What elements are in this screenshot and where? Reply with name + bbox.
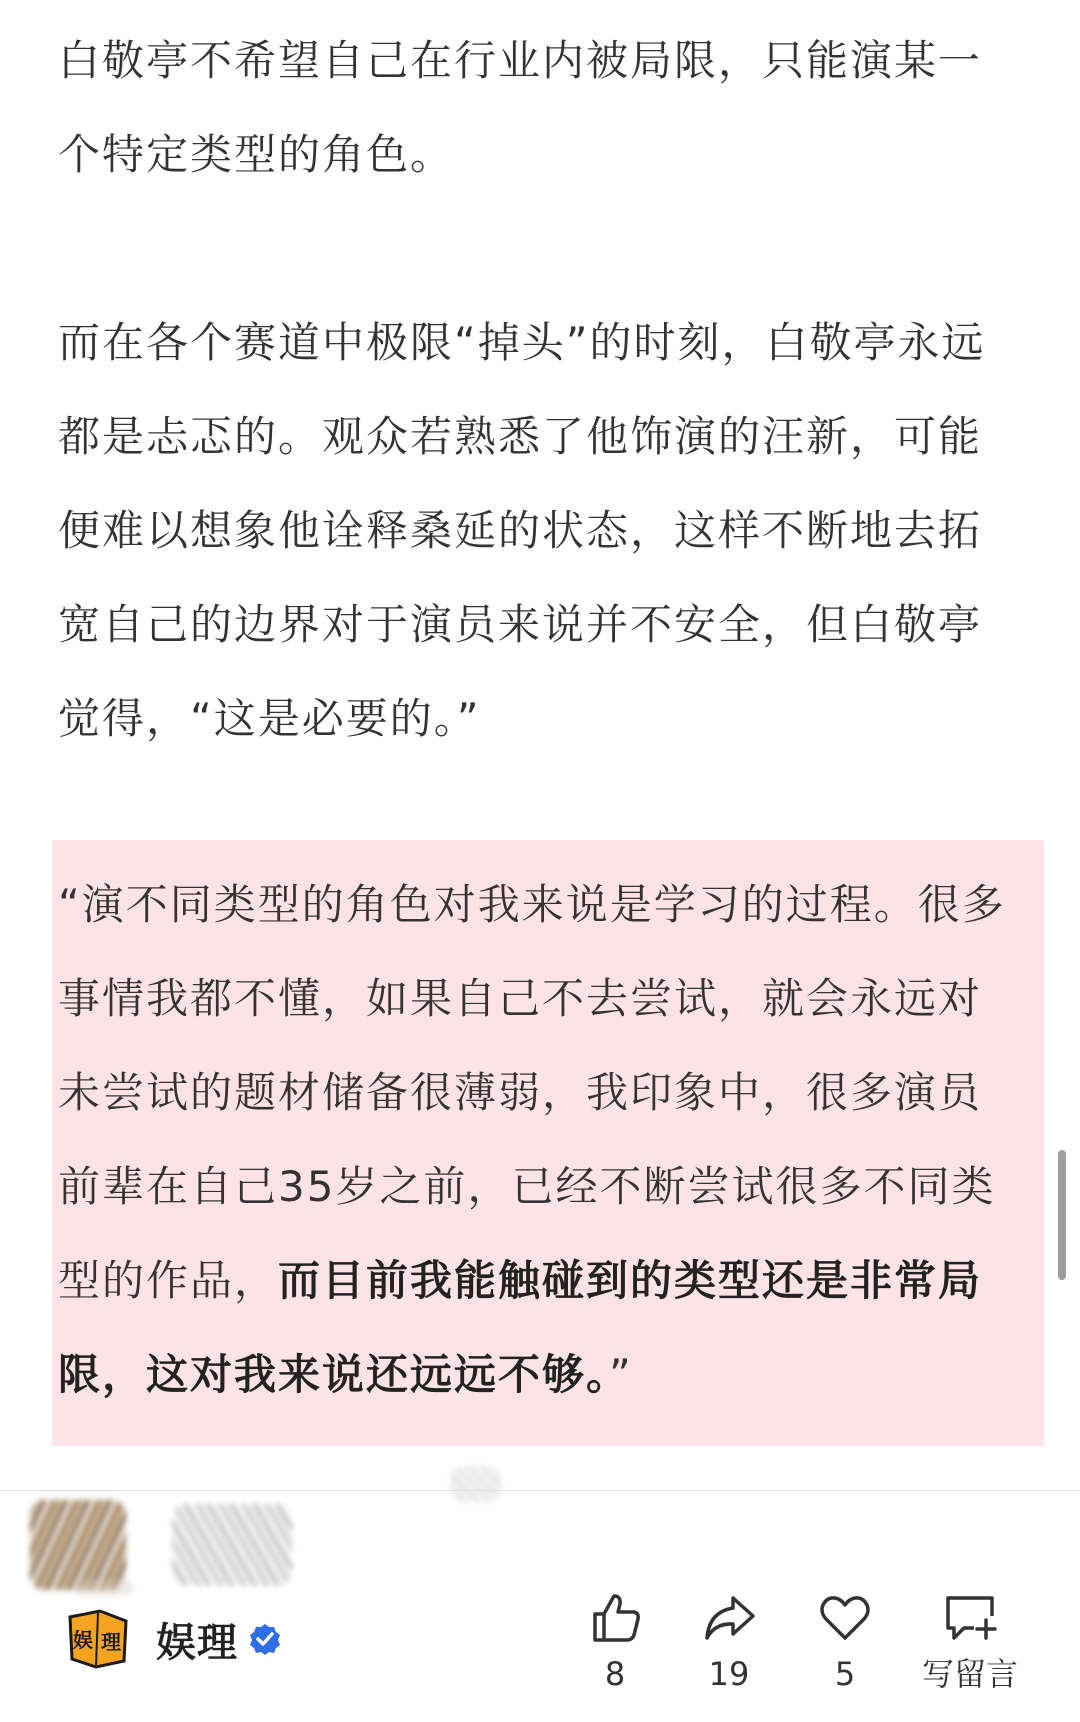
quote-text	[58, 858, 1024, 1422]
logo-char-1: 娱	[73, 1628, 93, 1652]
verified-badge-icon	[248, 1622, 282, 1656]
divider	[0, 1490, 1080, 1491]
share-count: 19	[708, 1655, 750, 1693]
like-count: 8	[604, 1655, 626, 1693]
account-info[interactable]	[66, 1604, 282, 1674]
share-button[interactable]	[674, 1590, 784, 1694]
highlighted-quote-block	[52, 840, 1044, 1446]
write-comment-button[interactable]	[910, 1590, 1030, 1694]
share-arrow-icon	[701, 1590, 757, 1646]
like-button[interactable]	[560, 1590, 670, 1694]
article-paragraph: 白敬亭不希望自己在行业内被局限，只能演某一个特定类型的角色。	[58, 36, 983, 179]
quote-normal-text: “演不同类型的角色对我来说是学习的过程。很多事情我都不懂，如果自己不去尝试，就会永远对未尝试的题材储备很薄弱，我印象中，很多演员前辈在自己35岁之前，已经不断尝试很多不同类型的作品，	[58, 880, 1006, 1305]
blurred-avatar	[450, 1466, 502, 1502]
thumbs-up-icon	[587, 1590, 643, 1646]
scrollbar[interactable]	[1058, 1150, 1066, 1280]
quote-closing-mark: ”	[609, 1350, 633, 1399]
favorite-count: 5	[834, 1655, 856, 1693]
account-logo	[66, 1607, 130, 1671]
quote-bold-text: 而目前我能触碰到的类型还是非常局限，这对我来说还远远不够。	[58, 1256, 983, 1399]
blurred-avatar	[30, 1500, 126, 1590]
favorite-button[interactable]	[790, 1590, 900, 1694]
heart-icon	[817, 1590, 873, 1646]
comment-label: 写留言	[921, 1655, 1018, 1693]
comment-plus-icon	[940, 1590, 1000, 1646]
logo-char-2: 理	[101, 1630, 121, 1654]
article-paragraph: 而在各个赛道中极限“掉头”的时刻，白敬亭永远都是忐忑的。观众若熟悉了他饰演的汪新，可能便难以想象他诠释桑延的状态，这样不断地去拓宽自己的边界对于演员来说并不安全，但白敬亭觉得，“这是必要的。”	[58, 318, 986, 743]
blurred-avatar	[172, 1504, 292, 1586]
bottom-action-bar	[0, 1590, 1080, 1722]
account-name[interactable]: 娱理	[156, 1619, 238, 1666]
